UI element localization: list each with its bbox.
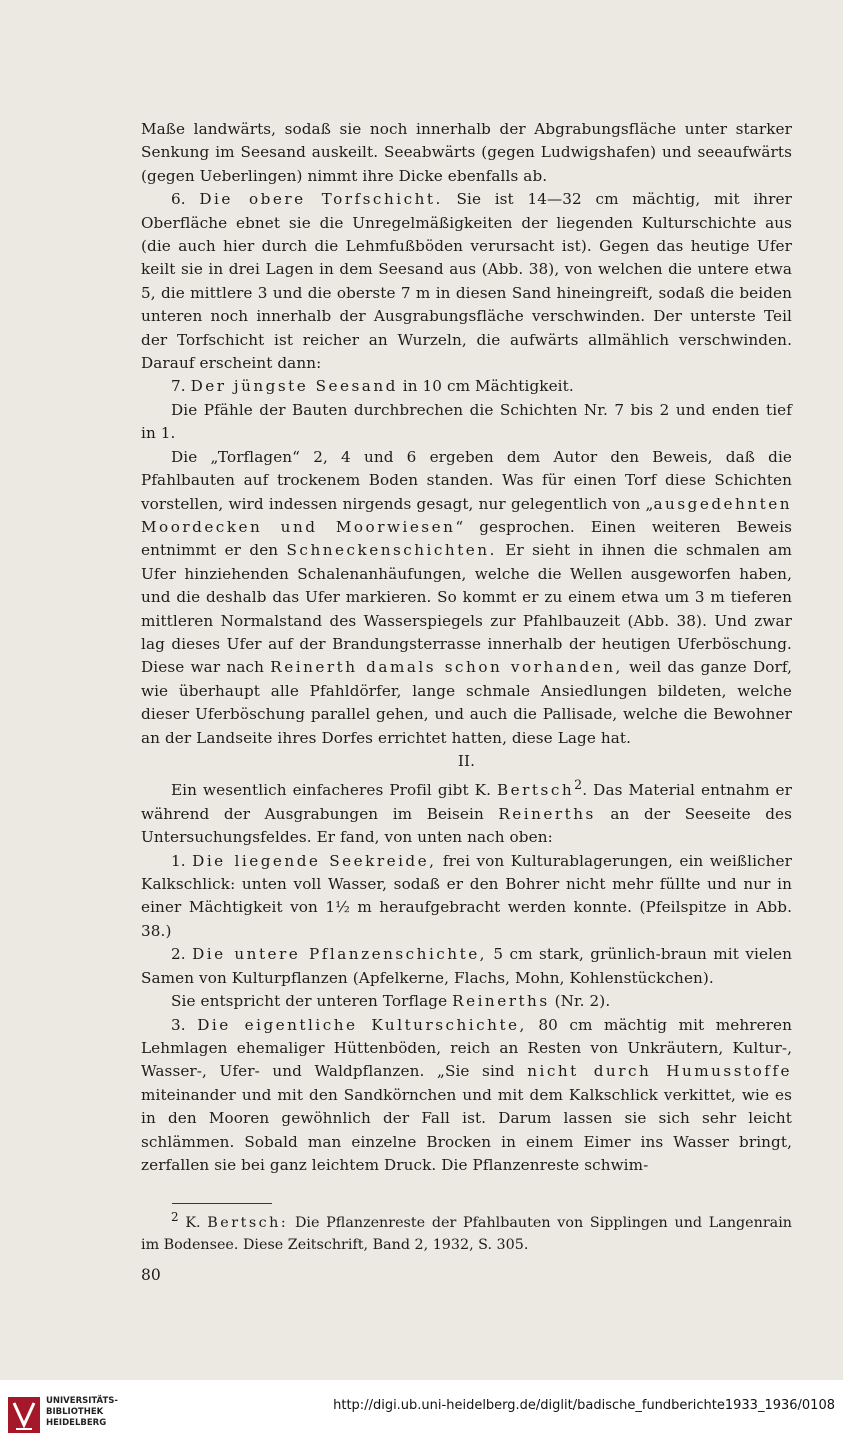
spaced-term: Die untere Pflanzenschichte, [192,945,488,964]
spaced-term: Schneckenschichten. [286,541,497,560]
footnote-number: 2 [171,1210,179,1224]
paragraph: Maße landwärts, sodaß sie noch innerhalb der Abgrabungsfläche unter starker Senkung im Seesand auskeilt. Seeabwärts (gegen Ludwigshafen) und seeaufwärts (gegen Ueberlingen) nimmt ihre Dicke ebenfalls ab. [141,120,792,185]
author-name: Reinerths [452,992,550,1011]
page-number: 80 [141,1266,161,1284]
paragraph-pflanzenschichte: 2. Die untere Pflanzenschichte, 5 cm stark, grünlich-braun mit vielen Samen von Kulturpflanzen (Apfelkerne, Flachs, Mohn, Kohlenstückchen). [141,945,792,987]
footnote: $^2$ K. Bertsch: Die Pflanzenreste der Pfahlbauten von Sipplingen und Langenrain im Bodensee. Diese Zeitschrift, Band 2, 1932, S. 305. [141,1210,792,1253]
body-text [141,118,792,1177]
spaced-term: ausgedehnten Moordecken und Moorwiesen [141,494,792,536]
paragraph-obere-torfschicht: 6. Die obere Torfschicht. Sie ist 14—32 cm mächtig, mit ihrer Oberfläche ebnet sie die Unregelmäßigkeiten der liegenden Kulturschichte aus (die auch hier durch die Lehmfußböden verursacht ist). Gegen das heutige Ufer keilt sie in drei Lagen in dem Seesand aus (Abb. 38), von welchen die untere etwa 5, die mittlere 3 und die oberste 7 m in diesen Sand hineingreift, sodaß die beiden unteren noch innerhalb der Ausgrabungsfläche verschwinden. Der unterste Teil der Torfschicht ist reicher an Wurzeln, die aufwärts allmählich verschwinden. Darauf erscheint dann: [141,190,792,373]
library-logo[interactable] [6,1393,146,1439]
paragraph-juengste-seesand: 7. Der jüngste Seesand in 10 cm Mächtigkeit. [171,377,574,396]
paragraph-kulturschichte: 3. Die eigentliche Kulturschichte, 80 cm mächtig mit mehreren Lehmlagen ehemaliger Hüttenböden, reich an Resten von Unkräutern, Kultur-, Wasser-, Ufer- und Waldpflanzen. „Sie sind nicht durch Humusstoffe miteinander und mit den Sandkörnchen und mit dem Kalkschlick verkittet, wie es in den Mooren gewöhnlich der Fall ist. Darum lassen sie sich sehr leicht schlämmen. Sobald man einzelne Brocken in einem Eimer ins Wasser bringt, zerfallen sie bei ganz leichtem Druck. Die Pflanzenreste schwim- [141,1015,793,1174]
author-name: Reinerths [498,804,596,823]
section-heading: II. [457,751,476,770]
paragraph-pfaehle: Die Pfähle der Bauten durchbrechen die Schichten Nr. 7 bis 2 und enden tief in 1. [141,400,792,443]
university-seal-icon [6,1395,42,1435]
footnote-rule [172,1203,272,1204]
author-name: Bertsch: [207,1214,289,1231]
paragraph-entspricht: Sie entspricht der unteren Torflage Reinerths (Nr. 2). [171,992,611,1011]
spaced-term: Die eigentliche Kulturschichte, [197,1015,527,1034]
spaced-term: nicht durch Humusstoffe [527,1062,793,1081]
paragraph-torflagen: Die „Torflagen“ 2, 4 und 6 ergeben dem Autor den Beweis, daß die Pfahlbauten auf trockenem Boden standen. Was für einen Torf diese Schichten vorstellen, wird indessen nirgends gesagt, nur gelegentlich von „ausgedehnten Moordecken und Moorwiesen“ gesprochen. Einen weiteren Beweis entnimmt er den Schneckenschichten. Er sieht in ihnen die schmalen am Ufer hinziehenden Schalenanhäufungen, welche die Wellen ausgeworfen haben, und die deshalb das Ufer markieren. So kommt er zu einem etwa um 3 m tieferen mittleren Normalstand des Wasserspiegels zur Pfahlbauzeit (Abb. 38). Und zwar lag dieses Ufer auf der Brandungsterrasse innerhalb der heutigen Uferböschung. Diese war nach Reinerth damals schon vorhanden, weil das ganze Dorf, wie überhaupt alle Pfahldörfer, lange schmale Ansiedlungen bildeten, welche dieser Uferböschung parallel gehen, und auch die Pallisade, welche die Bewohner an der Landseite ihres Dorfes errichtet hatten, diese Lage hat. [141,447,792,747]
spaced-term: Der jüngste Seesand [190,377,398,396]
spaced-term: Reinerth damals schon vorhanden, [270,658,623,677]
paragraph-seekreide: 1. Die liegende Seekreide, frei von Kulturablagerungen, ein weißlicher Kalkschlick: unten voll Wasser, sodaß er den Bohrer nicht mehr füllte und nur in einer Mächtigkeit von 1½ m heraufgebracht werden konnte. (Pfeilspitze in Abb. 38.) [141,851,792,940]
footnote-ref: 2 [574,777,583,793]
logo-text: UNIVERSITÄTS- BIBLIOTHEK HEIDELBERG [46,1396,118,1428]
spaced-term: Die obere Torfschicht. [199,190,443,209]
spaced-term: Die liegende Seekreide, [192,851,437,870]
paragraph-profil: Ein wesentlich einfacheres Profil gibt K. Bertsch$^2$. Das Material entnahm er während der Ausgrabungen im Beisein Reinerths an der Seeseite des Untersuchungsfeldes. Er fand, von unten nach oben: [141,777,793,847]
source-url[interactable]: http://digi.ub.uni-heidelberg.de/diglit/badische_fundberichte1933_1936/0108 [333,1398,835,1413]
author-name: Bertsch [497,781,575,800]
